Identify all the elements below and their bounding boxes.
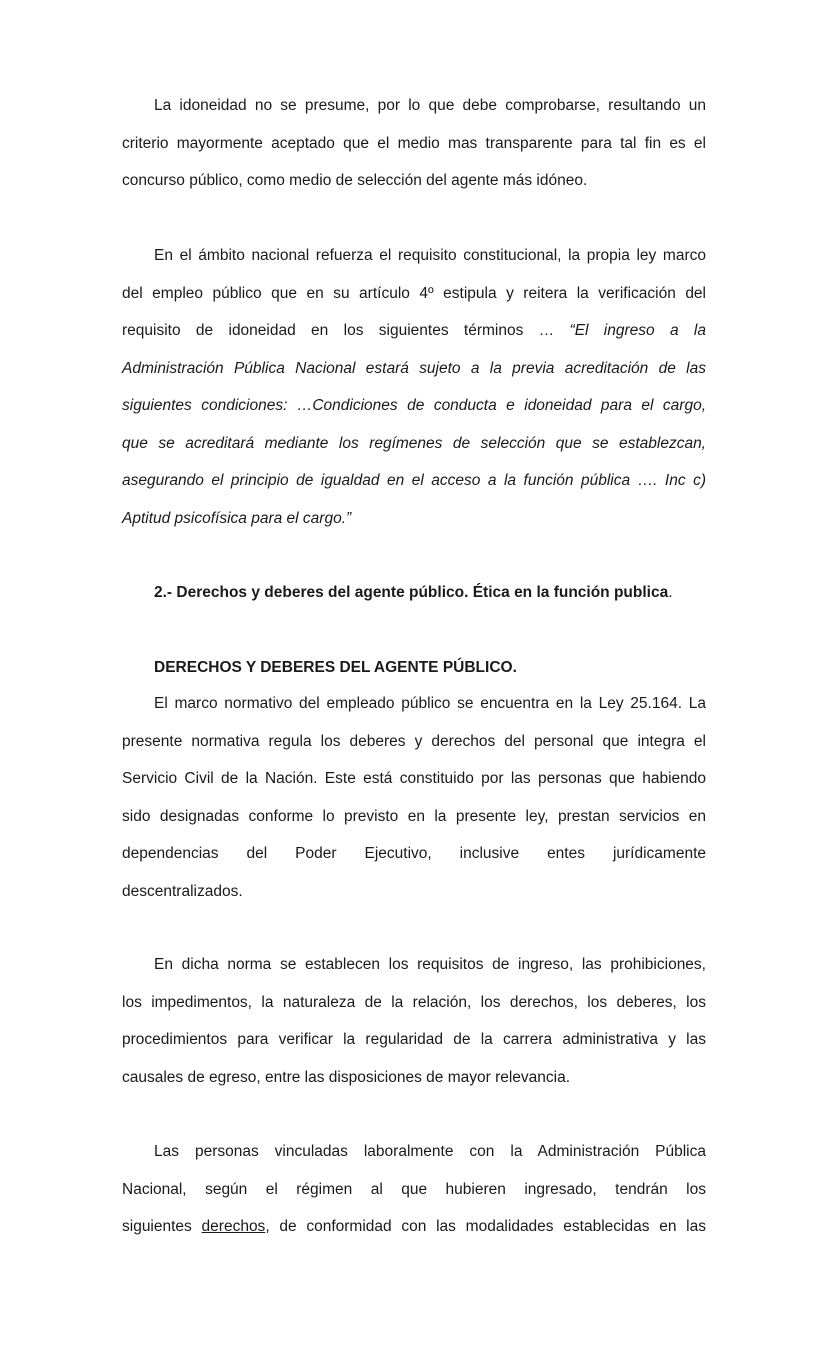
section-heading xyxy=(154,583,673,603)
text-plain: siguientes xyxy=(122,1218,202,1235)
paragraph-idoneidad xyxy=(122,87,706,200)
text-line: El marco normativo del empleado público se encuentra en la Ley 25.164. La xyxy=(154,695,706,712)
quote-line: Aptitud psicofísica para el cargo.” xyxy=(122,509,352,527)
paragraph-ambito-nacional xyxy=(122,237,706,537)
text-line: sido designadas conforme lo previsto en la presente ley, prestan servicios en xyxy=(122,807,706,825)
text-line: Las personas vinculadas laboralmente con la Administración Pública xyxy=(154,1143,706,1160)
text-line: del empleo público que en su artículo 4º estipula y reitera la verificación del xyxy=(122,284,706,302)
text-line: presente normativa regula los deberes y derechos del personal que integra el xyxy=(122,732,706,750)
text-line: Servicio Civil de la Nación. Este está constituido por las personas que habiendo xyxy=(122,770,706,787)
text-line: La idoneidad no se presume, por lo que debe comprobarse, resultando un xyxy=(154,97,706,114)
quote-line: siguientes condiciones: …Condiciones de conducta e idoneidad para el cargo, xyxy=(122,397,706,414)
text-plain: requisito de idoneidad en los siguientes términos … xyxy=(122,322,570,339)
text-line: criterio mayormente aceptado que el medio mas transparente para tal fin es el xyxy=(122,134,706,152)
text-line: Nacional, según el régimen al que hubieren ingresado, tendrán los xyxy=(122,1180,706,1198)
text-line: dependencias del Poder Ejecutivo, inclusive entes jurídicamente xyxy=(122,845,706,862)
section-heading-suffix: . xyxy=(668,584,673,601)
subheading: DERECHOS Y DEBERES DEL AGENTE PÚBLICO. xyxy=(154,659,517,676)
text-line: procedimientos para verificar la regularidad de la carrera administrativa y las xyxy=(122,1031,706,1048)
text-plain: , de conformidad con las modalidades establecidas en las xyxy=(265,1218,706,1235)
quote-line: asegurando el principio de igualdad en el acceso a la función pública …. Inc c) xyxy=(122,472,706,489)
paragraph-personas-vinculadas xyxy=(122,1133,706,1246)
text-line: causales de egreso, entre las disposiciones de mayor relevancia. xyxy=(122,1068,571,1086)
underlined-term: derechos xyxy=(201,1218,266,1235)
text-line: descentralizados. xyxy=(122,882,243,900)
text-line: los impedimentos, la naturaleza de la relación, los derechos, los deberes, los xyxy=(122,993,706,1011)
text-line: concurso público, como medio de selección del agente más idóneo. xyxy=(122,172,588,189)
quote-start: “El ingreso a la xyxy=(569,322,707,339)
paragraph-marco-normativo xyxy=(122,685,706,910)
section-heading-text: 2.- Derechos y deberes del agente público. Ética en la función publica xyxy=(154,584,669,601)
text-line xyxy=(122,1208,706,1246)
text-line xyxy=(122,312,706,350)
paragraph-dicha-norma xyxy=(122,946,706,1096)
text-line: En dicha norma se establecen los requisitos de ingreso, las prohibiciones, xyxy=(154,956,706,973)
quote-line: Administración Pública Nacional estará sujeto a la previa acreditación de las xyxy=(122,359,706,377)
text-line: En el ámbito nacional refuerza el requisito constitucional, la propia ley marco xyxy=(154,247,706,264)
quote-line: que se acreditará mediante los regímenes de selección que se establezcan, xyxy=(122,434,706,452)
